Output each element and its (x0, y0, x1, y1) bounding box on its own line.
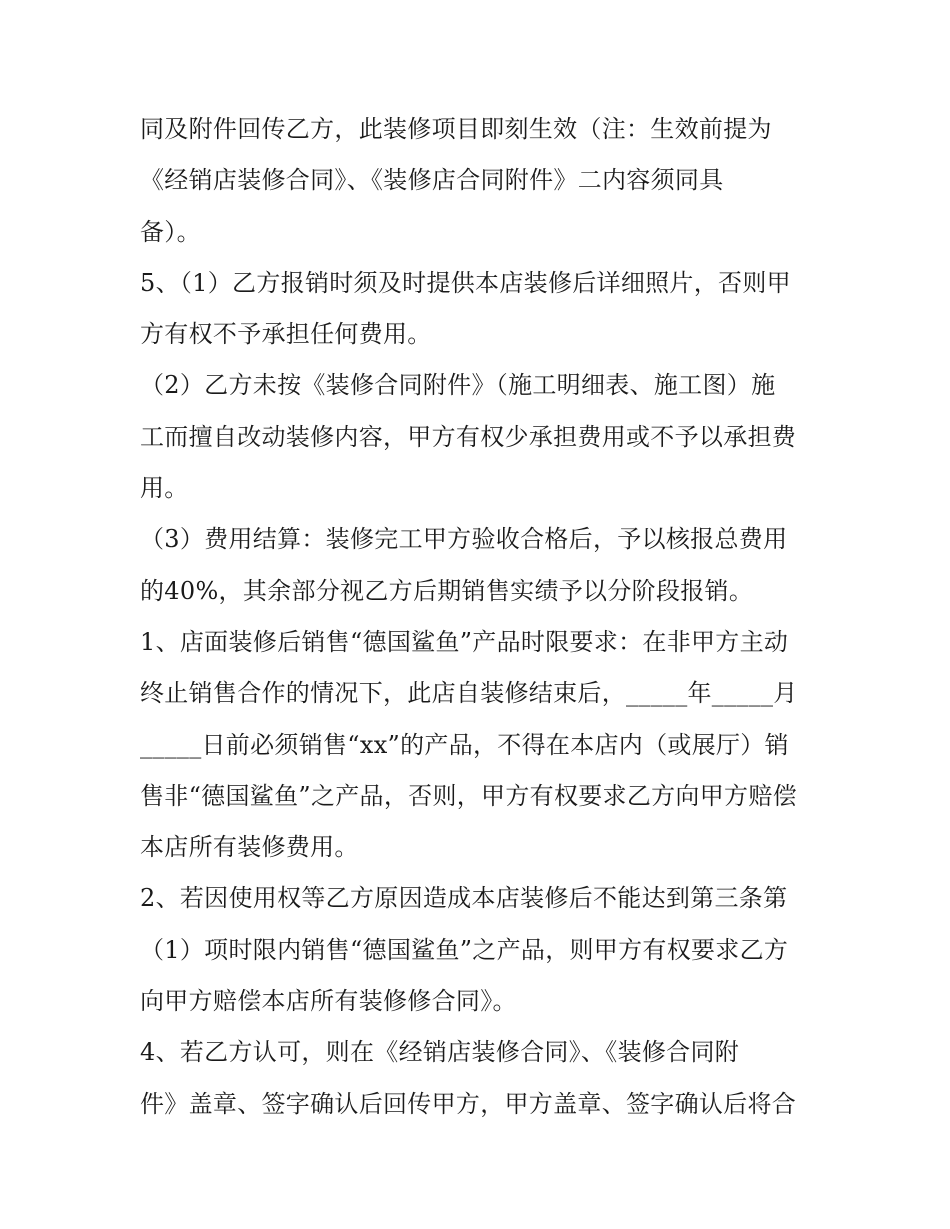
text-line: 1、店面装修后销售“德国鲨鱼”产品时限要求：在非甲方主动 (140, 627, 789, 656)
text-line: 2、若因使用权等乙方原因造成本店装修后不能达到第三条第 (140, 884, 788, 913)
text-line: （2）乙方未按《装修合同附件》（施工明细表、施工图）施 (140, 371, 776, 400)
text-line: 备）。 (140, 217, 201, 246)
text-line: 工而擅自改动装修内容，甲方有权少承担费用或不予以承担费 (140, 422, 797, 451)
text-line: 同及附件回传乙方，此装修项目即刻生效（注：生效前提为 (140, 115, 772, 143)
text-line: 方有权不予承担任何费用。 (140, 320, 432, 349)
contract-body-text (140, 104, 830, 1130)
text-line: 终止销售合作的情况下，此店自装修结束后，_____年_____月 (140, 679, 798, 708)
text-line: （1）项时限内销售“德国鲨鱼”之产品，则甲方有权要求乙方 (140, 935, 789, 964)
text-line: 件》盖章、签字确认后回传甲方，甲方盖章、签字确认后将合 (140, 1089, 797, 1118)
text-line: _____日前必须销售“xx”的产品，不得在本店内（或展厅）销 (140, 730, 789, 759)
text-line: 的40%，其余部分视乙方后期销售实绩予以分阶段报销。 (140, 576, 754, 605)
text-line: 4、若乙方认可，则在《经销店装修合同》、《装修合同附 (140, 1038, 740, 1067)
text-line: 用。 (140, 474, 189, 503)
text-line: （3）费用结算：装修完工甲方验收合格后，予以核报总费用 (140, 525, 788, 554)
text-line: 向甲方赔偿本店所有装修修合同》。 (140, 987, 517, 1016)
text-line: 售非“德国鲨鱼”之产品，否则，甲方有权要求乙方向甲方赔偿 (140, 781, 797, 810)
text-line: 《经销店装修合同》、《装修店合同附件》二内容须同具 (140, 166, 724, 195)
text-line: 本店所有装修费用。 (140, 833, 359, 862)
text-line: 5、（1）乙方报销时须及时提供本店装修后详细照片，否则甲 (140, 268, 791, 297)
